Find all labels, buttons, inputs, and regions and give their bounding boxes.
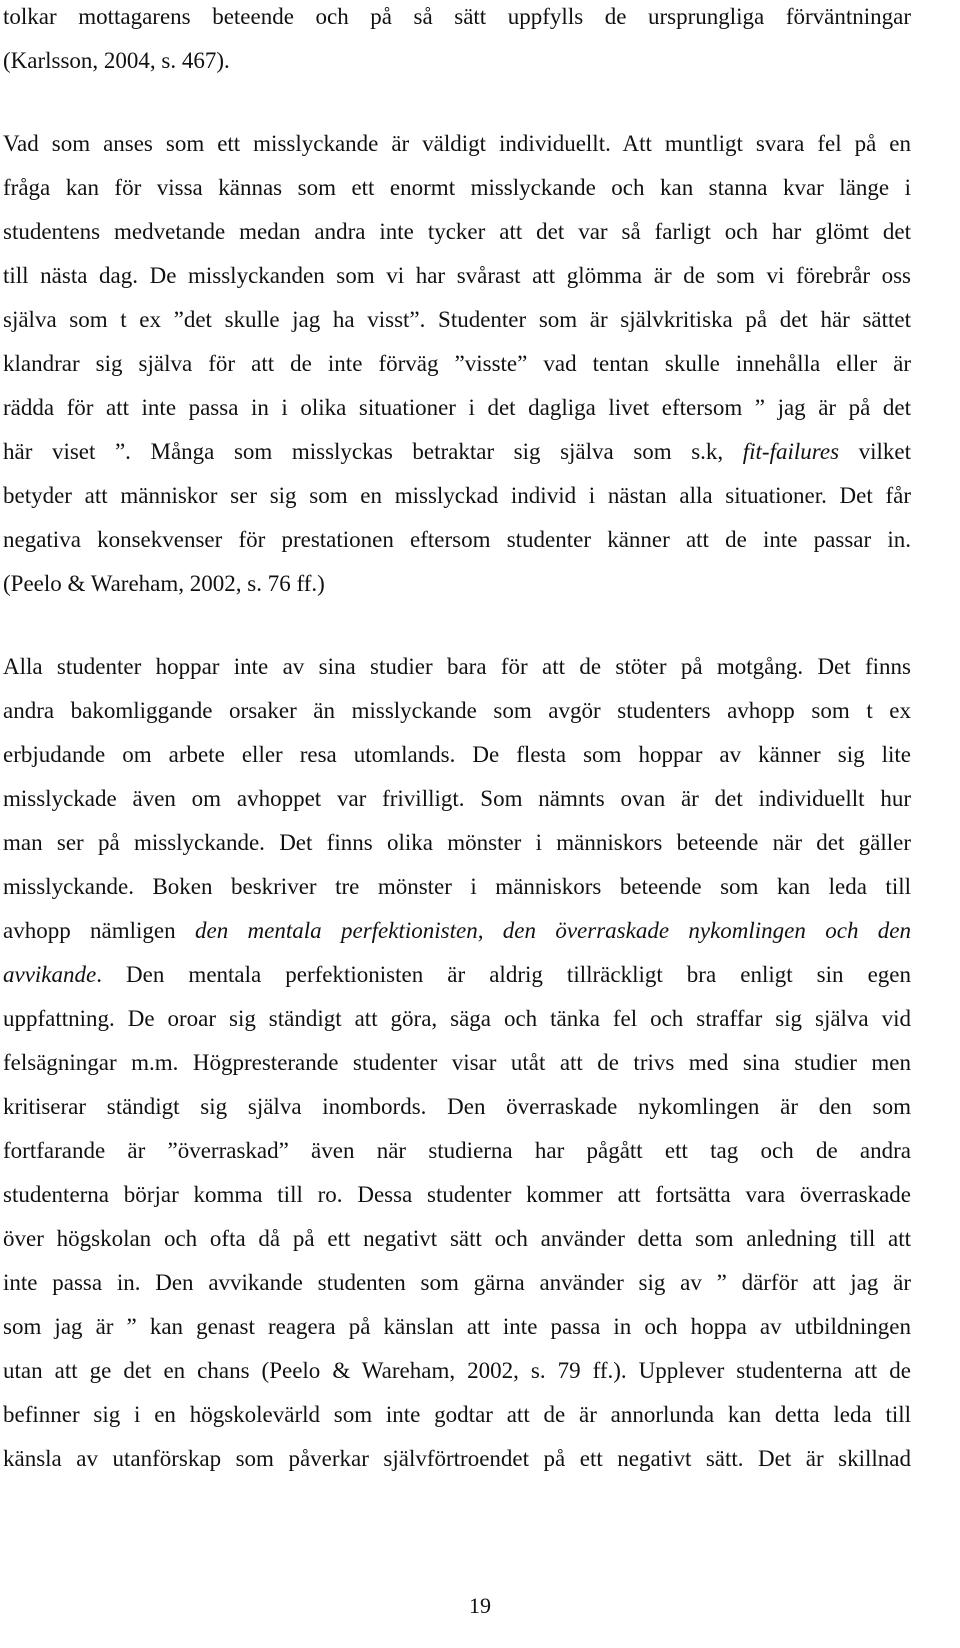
- text-segment: erbjudande om arbete eller resa utomlands. De flesta som hoppar av känner sig lite: [3, 742, 911, 767]
- text-segment: Alla studenter hoppar inte av sina studier bara för att de stöter på motgång. Det finns: [3, 654, 911, 679]
- paragraph-3-line-9: [3, 1005, 911, 1033]
- paragraph-2-line-1: [3, 130, 911, 158]
- text-segment: studentens medvetande medan andra inte tycker att det var så farligt och har glömt det: [3, 219, 911, 244]
- paragraph-3-line-6: [3, 873, 911, 901]
- paragraph-3-line-13: [3, 1181, 911, 1209]
- italic-term-patterns: den mentala perfektionisten, den överraskade nykomlingen och den: [195, 918, 912, 943]
- paragraph-3-line-7: [3, 917, 911, 945]
- text-segment: uppfattning. De oroar sig ständigt att göra, säga och tänka fel och straffar sig själva vid: [3, 1006, 911, 1031]
- paragraph-3-line-16: [3, 1313, 911, 1341]
- text-segment: andra bakomliggande orsaker än misslyckande som avgör studenters avhopp som t ex: [3, 698, 911, 723]
- text-segment: felsägningar m.m. Högpresterande studenter visar utåt att de trivs med sina studier men: [3, 1050, 911, 1075]
- text-segment: avhopp nämligen: [3, 918, 195, 943]
- paragraph-1-line-2: [3, 47, 911, 75]
- text-segment: misslyckande. Boken beskriver tre mönster i människors beteende som kan leda till: [3, 874, 911, 899]
- text-segment: tolkar mottagarens beteende och på så sätt uppfylls de ursprungliga förväntningar: [3, 4, 911, 29]
- paragraph-3-line-17: [3, 1357, 911, 1385]
- paragraph-3-line-10: [3, 1049, 911, 1077]
- paragraph-2-line-10: [3, 526, 911, 554]
- paragraph-3-line-19: [3, 1445, 911, 1473]
- paragraph-3-line-1: [3, 653, 911, 681]
- text-segment: fråga kan för vissa kännas som ett enormt misslyckande och kan stanna kvar länge i: [3, 175, 911, 200]
- text-segment: över högskolan och ofta då på ett negativt sätt och använder detta som anledning till att: [3, 1226, 911, 1251]
- text-segment: man ser på misslyckande. Det finns olika mönster i människors beteende när det gäller: [3, 830, 911, 855]
- page-number: 19: [469, 1593, 491, 1618]
- text-segment: fortfarande är ”överraskad” även när studierna har pågått ett tag och de andra: [3, 1138, 911, 1163]
- text-segment: (Karlsson, 2004, s. 467).: [3, 48, 230, 73]
- text-segment: utan att ge det en chans (Peelo & Wareham, 2002, s. 79 ff.). Upplever studenterna att de: [3, 1358, 911, 1383]
- italic-term-avvikande: avvikande: [3, 962, 97, 987]
- paragraph-2-line-8: [3, 438, 911, 466]
- paragraph-2-line-6: [3, 350, 911, 378]
- text-segment: känsla av utanförskap som påverkar självförtroendet på ett negativt sätt. Det är skillnad: [3, 1446, 911, 1471]
- paragraph-3-line-2: [3, 697, 911, 725]
- text-segment: rädda för att inte passa in i olika situationer i det dagliga livet eftersom ” jag är på det: [3, 395, 911, 420]
- paragraph-3-line-5: [3, 829, 911, 857]
- paragraph-2-line-4: [3, 262, 911, 290]
- text-segment: klandrar sig själva för att de inte förväg ”visste” vad tentan skulle innehålla eller är: [3, 351, 911, 376]
- text-segment: Vad som anses som ett misslyckande är väldigt individuellt. Att muntligt svara fel på en: [3, 131, 911, 156]
- text-segment: vilket: [839, 439, 911, 464]
- text-segment: studenterna börjar komma till ro. Dessa studenter kommer att fortsätta vara överraskade: [3, 1182, 911, 1207]
- text-segment: kritiserar ständigt sig själva inombords. Den överraskade nykomlingen är den som: [3, 1094, 911, 1119]
- paragraph-3-line-18: [3, 1401, 911, 1429]
- paragraph-3-line-11: [3, 1093, 911, 1121]
- text-segment: (Peelo & Wareham, 2002, s. 76 ff.): [3, 571, 325, 596]
- paragraph-2-line-2: [3, 174, 911, 202]
- paragraph-2-line-5: [3, 306, 911, 334]
- paragraph-1-line-1: [3, 3, 911, 31]
- text-segment: . Den mentala perfektionisten är aldrig tillräckligt bra enligt sin egen: [96, 962, 911, 987]
- paragraph-3-line-4: [3, 785, 911, 813]
- text-segment: negativa konsekvenser för prestationen eftersom studenter känner att de inte passar in.: [3, 527, 911, 552]
- paragraph-3-line-12: [3, 1137, 911, 1165]
- paragraph-2-line-9: [3, 482, 911, 510]
- text-segment: befinner sig i en högskolevärld som inte godtar att de är annorlunda kan detta leda till: [3, 1402, 911, 1427]
- paragraph-2-line-7: [3, 394, 911, 422]
- text-segment: som jag är ” kan genast reagera på känslan att inte passa in och hoppa av utbildningen: [3, 1314, 911, 1339]
- text-segment: misslyckade även om avhoppet var frivilligt. Som nämnts ovan är det individuellt hur: [3, 786, 911, 811]
- paragraph-2-line-11: [3, 570, 911, 598]
- paragraph-3-line-15: [3, 1269, 911, 1297]
- text-segment: själva som t ex ”det skulle jag ha visst”. Studenter som är självkritiska på det här sättet: [3, 307, 911, 332]
- paragraph-3-line-8: [3, 961, 911, 989]
- text-segment: till nästa dag. De misslyckanden som vi har svårast att glömma är de som vi förebrår oss: [3, 263, 911, 288]
- italic-term-fit-failures: fit-failures: [742, 439, 840, 464]
- text-segment: inte passa in. Den avvikande studenten som gärna använder sig av ” därför att jag är: [3, 1270, 911, 1295]
- text-segment: här viset ”. Många som misslyckas betraktar sig själva som s.k,: [3, 439, 743, 464]
- paragraph-3-line-14: [3, 1225, 911, 1253]
- paragraph-2-line-3: [3, 218, 911, 246]
- text-segment: betyder att människor ser sig som en misslyckad individ i nästan alla situationer. Det får: [3, 483, 911, 508]
- paragraph-3-line-3: [3, 741, 911, 769]
